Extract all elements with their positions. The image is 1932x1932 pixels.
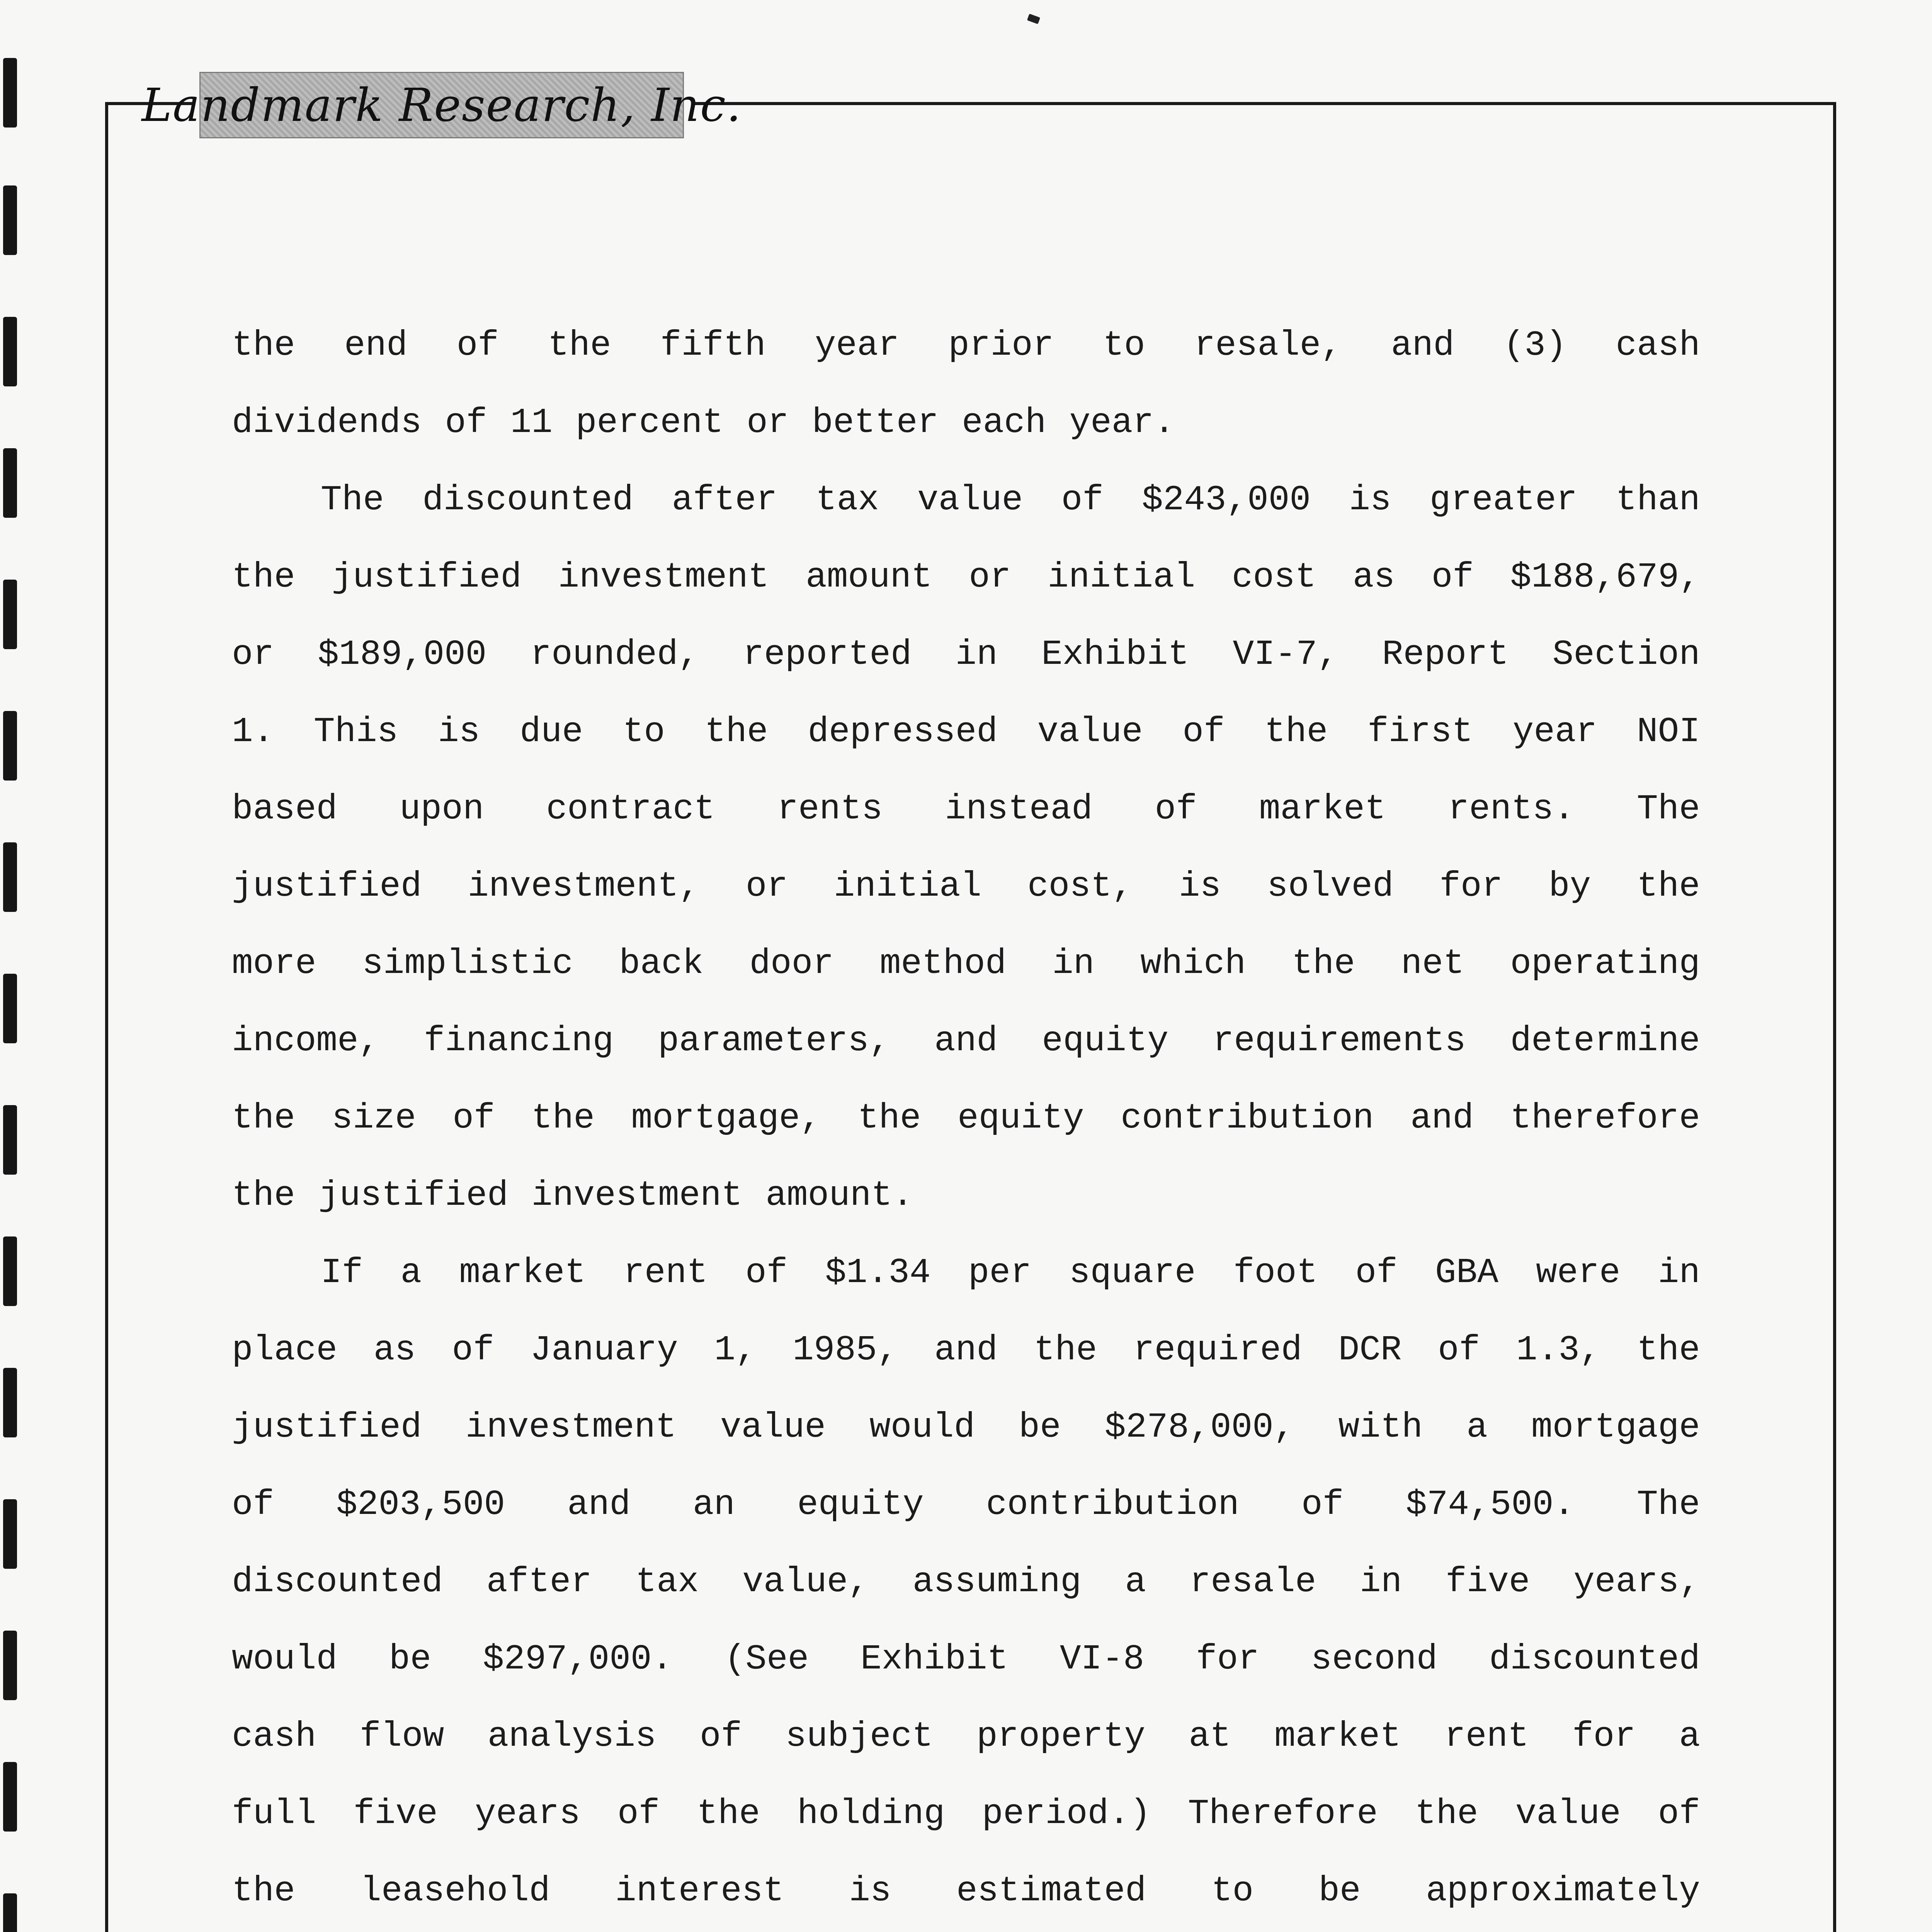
word: the [548, 326, 611, 366]
word: years, [1573, 1562, 1700, 1602]
word: the [232, 326, 295, 366]
word: and [934, 1021, 998, 1061]
word: $188,679, [1510, 558, 1700, 597]
word [520, 1930, 583, 1932]
word: due [520, 712, 583, 752]
word: of [1431, 558, 1474, 597]
word: of [617, 1794, 660, 1834]
word: an [692, 1485, 735, 1525]
word [1531, 1930, 1700, 1932]
word: simplistic [362, 944, 573, 984]
text-line [232, 771, 1700, 848]
word: flow [359, 1717, 444, 1757]
word: better [812, 403, 939, 443]
word [1057, 1930, 1268, 1932]
binding-hole-mark [3, 1368, 17, 1437]
text-line [232, 539, 1700, 616]
word [232, 1930, 401, 1932]
word: by [1549, 867, 1591, 906]
word: in [955, 635, 998, 675]
word: end [344, 326, 408, 366]
word: 1. [232, 712, 274, 752]
word: initial [833, 867, 982, 906]
word: of [1355, 1253, 1398, 1293]
word: of [1155, 789, 1197, 829]
word: of [1301, 1485, 1344, 1525]
word: The [1637, 1485, 1700, 1525]
word: than [1616, 480, 1700, 520]
word: the [1292, 944, 1355, 984]
word: contract [546, 789, 715, 829]
word: amount. [765, 1176, 913, 1216]
word: resale [1189, 1562, 1316, 1602]
word: place [232, 1330, 338, 1370]
word: method [879, 944, 1007, 984]
word: size [332, 1099, 416, 1138]
binding-hole-mark [3, 1105, 17, 1175]
word: depressed [808, 712, 998, 752]
word: year. [1069, 403, 1175, 443]
word: Exhibit [860, 1639, 1009, 1679]
word: Report [1382, 635, 1509, 675]
word: justified [318, 1176, 509, 1216]
binding-hole-mark [3, 1499, 17, 1569]
text-line [232, 848, 1700, 925]
word: initial [1048, 558, 1196, 597]
text-line [232, 1389, 1700, 1466]
word: estimated [956, 1871, 1146, 1911]
word: NOI [1637, 712, 1700, 752]
word [622, 1930, 833, 1932]
word: discounted [422, 480, 634, 520]
word: parameters, [658, 1021, 890, 1061]
word: of [1658, 1794, 1700, 1834]
word: to [1211, 1871, 1254, 1911]
word: 1.3, [1516, 1330, 1601, 1370]
word: greater [1429, 480, 1578, 520]
word: of [452, 1099, 495, 1138]
word: with [1338, 1408, 1423, 1447]
text-line [232, 1312, 1700, 1389]
word: market [459, 1253, 586, 1293]
word: for [1572, 1717, 1636, 1757]
word: $297,000. [483, 1639, 673, 1679]
word: net [1401, 944, 1464, 984]
word: back [619, 944, 704, 984]
word: per [968, 1253, 1032, 1293]
word: after [672, 480, 777, 520]
word: $243,000 [1142, 480, 1311, 520]
word: and [567, 1485, 631, 1525]
word: of [445, 403, 487, 443]
word: the [232, 1871, 295, 1911]
word [871, 1930, 1019, 1932]
word: second [1311, 1639, 1438, 1679]
word: discounted [1489, 1639, 1700, 1679]
word: at [1189, 1717, 1231, 1757]
word [1451, 1930, 1493, 1932]
binding-hole-mark [3, 1762, 17, 1832]
word: investment [531, 1176, 743, 1216]
word: is [1179, 867, 1221, 906]
word: upon [400, 789, 484, 829]
text-line [232, 1080, 1700, 1157]
word: of [1438, 1330, 1480, 1370]
word: for [1196, 1639, 1259, 1679]
text-line [232, 925, 1700, 1003]
word: of [745, 1253, 788, 1293]
text-line [232, 1698, 1700, 1776]
word: rents [777, 789, 883, 829]
company-name: Landmark Research, Inc. [141, 78, 742, 132]
word: resale, [1194, 326, 1342, 366]
word: justified [232, 1408, 422, 1447]
word: If [321, 1253, 363, 1293]
word: investment [465, 1408, 677, 1447]
text-line [232, 1466, 1700, 1544]
word: were [1536, 1253, 1621, 1293]
word: or [969, 558, 1011, 597]
word: rent [1444, 1717, 1529, 1757]
text-line [232, 1235, 1700, 1312]
word: DCR [1338, 1330, 1402, 1370]
word: full [232, 1794, 316, 1834]
word: more [232, 944, 316, 984]
word: five [1446, 1562, 1530, 1602]
word: tax [816, 480, 879, 520]
word: the [232, 558, 295, 597]
word: GBA [1435, 1253, 1498, 1293]
word: of [1182, 712, 1225, 752]
word: (See [724, 1639, 809, 1679]
word: Exhibit [1041, 635, 1189, 675]
word: of [232, 1485, 274, 1525]
word: prior [948, 326, 1054, 366]
word: VI-8 [1060, 1639, 1145, 1679]
stray-mark [1027, 14, 1040, 24]
word [439, 1930, 481, 1932]
binding-hole-mark [3, 317, 17, 386]
word: approximately [1426, 1871, 1700, 1911]
word: equity [797, 1485, 924, 1525]
word: analysis [487, 1717, 656, 1757]
header-plate [141, 72, 742, 138]
word: financing [423, 1021, 614, 1061]
word: or [745, 867, 788, 906]
word: value [917, 480, 1023, 520]
word: $278,000, [1104, 1408, 1295, 1447]
binding-hole-mark [3, 448, 17, 518]
word: required [1133, 1330, 1302, 1370]
binding-hole-mark [3, 580, 17, 649]
word: to [622, 712, 665, 752]
text-line [232, 1544, 1700, 1621]
text-line [232, 462, 1700, 539]
word: dividends [232, 403, 422, 443]
word: market [1259, 789, 1386, 829]
word: equity [957, 1099, 1084, 1138]
word: discounted [232, 1562, 443, 1602]
word: leasehold [360, 1871, 550, 1911]
word: door [749, 944, 834, 984]
word: cash [232, 1717, 316, 1757]
word: $203,500 [336, 1485, 505, 1525]
word: cost, [1027, 867, 1133, 906]
word: years [474, 1794, 580, 1834]
word: is [1349, 480, 1391, 520]
word: the [1264, 712, 1328, 752]
word: percent [575, 403, 724, 443]
word: justified [332, 558, 522, 597]
word: would [232, 1639, 338, 1679]
word: for [1439, 867, 1503, 906]
word: fifth [660, 326, 766, 366]
word: holding [797, 1794, 945, 1834]
word: tax [635, 1562, 699, 1602]
word: a [1466, 1408, 1488, 1447]
word: mortgage, [631, 1099, 821, 1138]
word: property [976, 1717, 1146, 1757]
word: January [530, 1330, 678, 1370]
word: is [849, 1871, 891, 1911]
word: the [1034, 1330, 1097, 1370]
word: rent [623, 1253, 708, 1293]
word: of [452, 1330, 494, 1370]
text-line [232, 384, 1700, 462]
word: The [321, 480, 384, 520]
text-line [232, 616, 1700, 694]
word: assuming [912, 1562, 1082, 1602]
word: of [699, 1717, 742, 1757]
word: value [720, 1408, 826, 1447]
word: the [1637, 867, 1700, 906]
word: a [400, 1253, 422, 1293]
word: the [1637, 1330, 1700, 1370]
word: the [232, 1099, 295, 1138]
word: investment [558, 558, 769, 597]
word: solved [1267, 867, 1394, 906]
word: period.) [982, 1794, 1151, 1834]
word: justified [232, 867, 422, 906]
word: square [1069, 1253, 1196, 1293]
word: to [1103, 326, 1145, 366]
word: is [438, 712, 480, 752]
word: after [486, 1562, 592, 1602]
word: 1, [714, 1330, 757, 1370]
word: operating [1510, 944, 1700, 984]
word: cash [1616, 326, 1700, 366]
text-line [232, 694, 1700, 771]
word: $1.34 [825, 1253, 931, 1293]
word: would [869, 1408, 975, 1447]
word: Therefore [1188, 1794, 1378, 1834]
word: reported [743, 635, 912, 675]
word: mortgage [1531, 1408, 1700, 1447]
word: subject [785, 1717, 933, 1757]
text-line [232, 1621, 1700, 1698]
word: market [1274, 1717, 1401, 1757]
word: value, [742, 1562, 869, 1602]
word: Section [1552, 635, 1700, 675]
word: of [1061, 480, 1104, 520]
word: which [1140, 944, 1246, 984]
binding-hole-mark [3, 711, 17, 781]
word: five [353, 1794, 438, 1834]
body-text [232, 307, 1700, 1932]
word: of [456, 326, 499, 366]
word: and [1391, 326, 1454, 366]
word: contribution [1121, 1099, 1374, 1138]
word: rounded, [530, 635, 699, 675]
word: VI-7, [1233, 635, 1338, 675]
text-line [232, 1853, 1700, 1930]
word [1307, 1930, 1412, 1932]
word: $74,500. [1406, 1485, 1575, 1525]
word: This [313, 712, 398, 752]
word: cost [1231, 558, 1316, 597]
word: interest [615, 1871, 784, 1911]
word: year [815, 326, 900, 366]
word: amount [806, 558, 932, 597]
word: in [1658, 1253, 1700, 1293]
word: or [232, 635, 274, 675]
word: a [1125, 1562, 1146, 1602]
word: be [389, 1639, 431, 1679]
word: 1985, [793, 1330, 898, 1370]
word: and [934, 1330, 998, 1370]
word: contribution [986, 1485, 1240, 1525]
text-line [232, 1157, 1700, 1235]
word: year [1512, 712, 1597, 752]
text-line [232, 307, 1700, 384]
text-line [232, 1930, 1700, 1932]
word: therefore [1510, 1099, 1700, 1138]
word: value [1515, 1794, 1621, 1834]
word: in [1360, 1562, 1402, 1602]
word: as [373, 1330, 416, 1370]
word: foot [1233, 1253, 1318, 1293]
word: based [232, 789, 338, 829]
word: the [697, 1794, 760, 1834]
word: in [1052, 944, 1095, 984]
binding-hole-mark [3, 58, 17, 128]
word: be [1019, 1408, 1061, 1447]
word: or [747, 403, 789, 443]
text-line [232, 1776, 1700, 1853]
word: and [1410, 1099, 1474, 1138]
word: the [704, 712, 768, 752]
word: be [1318, 1871, 1361, 1911]
word: determine [1510, 1021, 1700, 1061]
word: income, [232, 1021, 380, 1061]
binding-hole-mark [3, 842, 17, 912]
word: The [1637, 789, 1700, 829]
word: instead [945, 789, 1093, 829]
word: requirements [1213, 1021, 1466, 1061]
binding-hole-mark [3, 1631, 17, 1700]
word: investment, [468, 867, 700, 906]
binding-hole-mark [3, 1893, 17, 1932]
word: value [1037, 712, 1143, 752]
word: first [1367, 712, 1473, 752]
word: the [857, 1099, 921, 1138]
binding-hole-mark [3, 1236, 17, 1306]
word: the [1415, 1794, 1478, 1834]
word: each [962, 403, 1046, 443]
word: the [531, 1099, 595, 1138]
binding-hole-mark [3, 185, 17, 255]
word: (3) [1503, 326, 1567, 366]
word: a [1679, 1717, 1700, 1757]
word: the [232, 1176, 295, 1216]
word: equity [1042, 1021, 1169, 1061]
word: $189,000 [318, 635, 487, 675]
word: rents. [1448, 789, 1575, 829]
word: as [1352, 558, 1395, 597]
text-line [232, 1003, 1700, 1080]
word: 11 [510, 403, 553, 443]
binding-hole-mark [3, 974, 17, 1043]
